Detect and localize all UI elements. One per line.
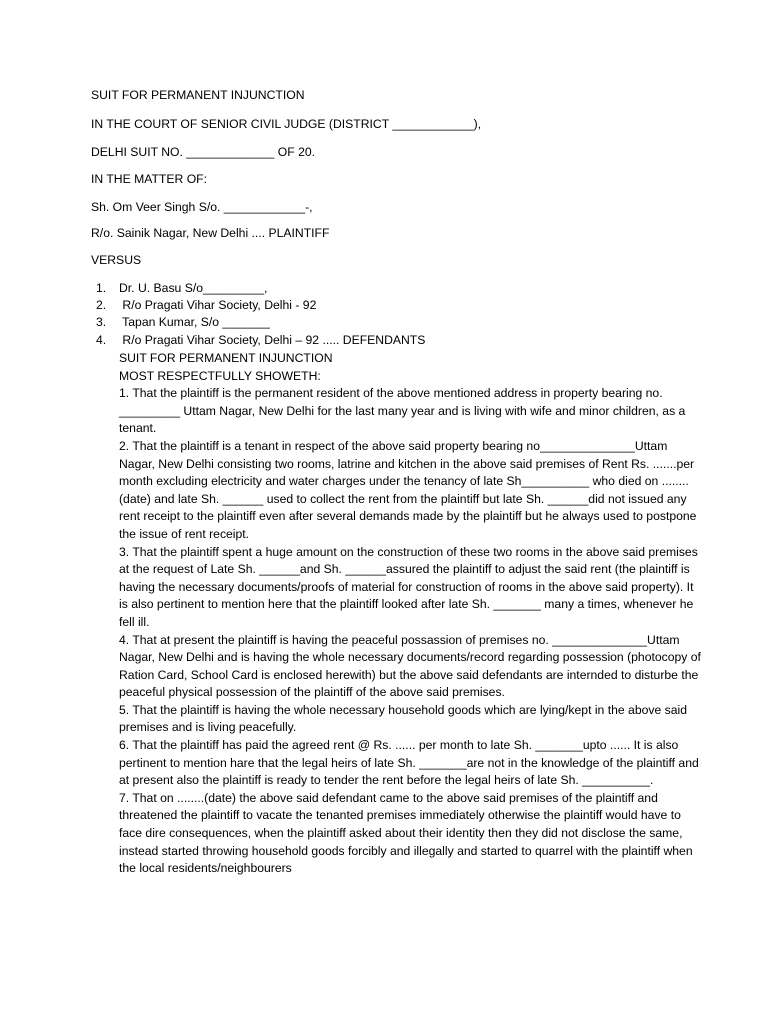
paragraph: 6. That the plaintiff has paid the agreed rent @ Rs. ...... per month to late Sh. _______upto ...... It is also pertinent to mention hare that the legal heirs of late Sh. _______are not in the knowledge of the plaintiff and at present also the plaintiff is ready to tender the rent before the legal heirs of late Sh. __________. <box>119 738 699 788</box>
suit-number-line: DELHI SUIT NO. _____________ OF 20. <box>91 145 316 159</box>
defendant-list-item <box>96 315 270 329</box>
list-number: 1. <box>96 281 107 295</box>
list-item-text: R/o Pragati Vihar Society, Delhi – 92 ..... DEFENDANTS <box>119 333 426 347</box>
suit-subtitle: SUIT FOR PERMANENT INJUNCTION <box>119 351 333 365</box>
showeth-heading: MOST RESPECTFULLY SHOWETH: <box>119 368 321 383</box>
plaintiff-name-line: Sh. Om Veer Singh S/o. ____________-, <box>91 200 313 214</box>
paragraph: 7. That on ........(date) the above said defendant came to the above said premises of the plaintiff and threatened the plaintiff to vacate the tenanted premises immediately otherwise the plaintiff would have to face dire consequences, when the plaintiff asked about their identity then they did not disclose the same, instead started throwing household goods forcibly and illegally and started to quarrel with the plaintiff when the local residents/neighbourers <box>119 790 693 876</box>
list-item-text: R/o Pragati Vihar Society, Delhi - 92 <box>119 298 317 312</box>
list-item-text: Dr. U. Basu S/o_________, <box>119 281 268 295</box>
paragraph: 3. That the plaintiff spent a huge amount on the construction of these two rooms in the above said premises at the request of Late Sh. ______and Sh. ______assured the plaintiff to adjust the said rent (the plaintiff is having the necessary documents/proofs of material for construction of rooms in the above said property). It is also pertinent to mention here that the plaintiff looked after late Sh. _______ many a times, whenever he fell ill. <box>119 544 698 629</box>
list-number: 2. <box>96 298 107 312</box>
document-title: SUIT FOR PERMANENT INJUNCTION <box>91 88 305 102</box>
suit-body <box>119 350 703 878</box>
paragraph: 4. That at present the plaintiff is having the peaceful possassion of premises no. ______________Uttam Nagar, New Delhi and is having the whole necessary documents/record regarding possession (photocopy of Ration Card, School Card is enclosed herewith) but the above said defendants are internded to disturbe the peaceful physical possession of the plaintiff of the above said premises. <box>119 632 701 700</box>
list-number: 3. <box>96 315 107 329</box>
defendant-list-item <box>96 298 316 312</box>
defendant-list-item <box>96 281 267 295</box>
plaintiff-address-line: R/o. Sainik Nagar, New Delhi .... PLAINTIFF <box>91 226 330 240</box>
list-item-text: Tapan Kumar, S/o _______ <box>119 315 270 329</box>
court-line: IN THE COURT OF SENIOR CIVIL JUDGE (DISTRICT ____________), <box>91 117 482 131</box>
versus-line: VERSUS <box>91 253 142 267</box>
paragraph: 2. That the plaintiff is a tenant in respect of the above said property bearing no______________Uttam Nagar, New Delhi consisting two rooms, latrine and kitchen in the above said premises of Rent Rs. .......per month excluding electricity and water charges under the tenancy of late Sh__________ who died on ........(date) and late Sh. ______ used to collect the rent from the plaintiff but late Sh. ______did not issued any rent receipt to the plaintiff even after several demands made by the plaintiff but he always used to postpone the issue of rent receipt. <box>119 438 697 541</box>
list-number: 4. <box>96 333 107 347</box>
defendant-list-item <box>96 333 425 347</box>
paragraph: 5. That the plaintiff is having the whole necessary household goods which are lying/kept in the above said premises and is living peacefully. <box>119 702 687 735</box>
matter-line: IN THE MATTER OF: <box>91 172 208 186</box>
paragraph: 1. That the plaintiff is the permanent resident of the above mentioned address in property bearing no. _________ Uttam Nagar, New Delhi for the last many year and is living with wife and minor children, as a tenant. <box>119 386 686 436</box>
